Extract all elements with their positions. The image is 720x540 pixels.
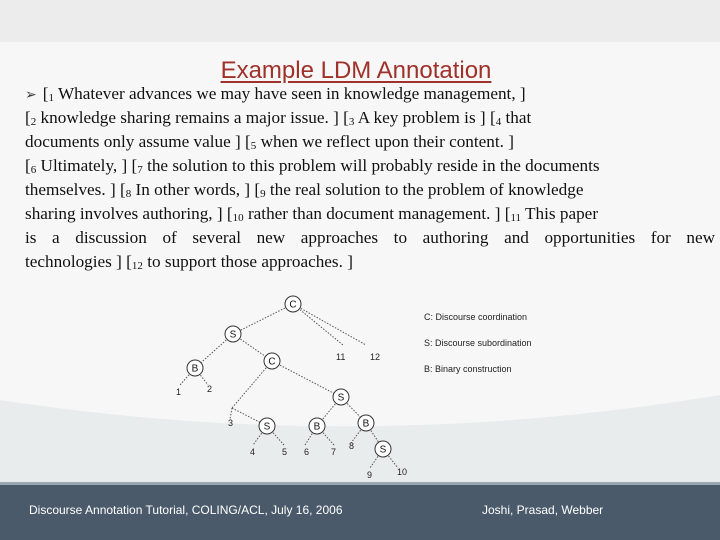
tree-edges [180,304,398,468]
text-line-6: sharing involves authoring, ] [$_{10}$ rather than document management. ] [$_{11}$ This paper [25,204,599,224]
svg-text:C: C [268,356,276,368]
svg-text:B: B [191,363,199,375]
tree-node-s [375,441,391,457]
tree-node-s [225,326,241,342]
arrow-bullet-icon: ➢ [25,87,37,103]
tree-node-b [187,360,203,376]
text-line-5: themselves. ] [$_8$ In other words, ] [$_9$ the real solution to the problem of knowledge [25,180,584,200]
tree-leaf-label: 10 [397,467,408,477]
legend-item-subordination: S: Discourse subordination [424,338,532,348]
annotated-text [25,82,715,274]
legend-item-coordination: C: Discourse coordination [424,312,528,322]
discourse-tree [150,285,420,485]
tree-node-c [285,296,301,312]
tree-node-s [259,418,275,434]
tree-node-s [333,389,349,405]
svg-text:B: B [362,418,370,430]
svg-text:S: S [263,421,271,433]
text-line-3: documents only assume value ] [$_5$ when we reflect upon their content. ] [25,132,514,152]
tree-leaf-label: 11 [336,352,346,362]
tree-leaf-label: 8 [349,441,355,451]
tree-leaf-label: 3 [228,418,234,428]
tree-leaf-label: 4 [250,447,256,457]
text-line-8: technologies ] [$_{12}$ to support those approaches. ] [25,252,353,272]
tree-leaf-label: 2 [207,384,213,394]
text-line-7: is a discussion of several new approaches to authoring and opportunities for new [25,228,715,247]
footer-right: Joshi, Prasad, Webber [482,503,604,517]
legend-item-binary: B: Binary construction [424,364,512,374]
tree-node-b [358,415,374,431]
tree-leaf-label: 5 [282,447,288,457]
footer-left: Discourse Annotation Tutorial, COLING/ACL, July 16, 2006 [29,503,343,517]
tree-leaf-label: 12 [370,352,381,362]
slide-title: Example LDM Annotation [220,57,492,84]
svg-text:C: C [289,299,297,311]
svg-text:S: S [337,392,345,404]
tree-leaf-label: 9 [367,470,373,480]
tree-legend [424,311,532,389]
text-line-4: [$_6$ Ultimately, ] [$_7$ the solution to this problem will probably reside in the documents [25,156,600,176]
tree-node-c [264,353,280,369]
svg-text:S: S [229,329,237,341]
text-line-1: ➢ [$_1$ Whatever advances we may have seen in knowledge management, ] [25,84,526,104]
svg-text:S: S [379,444,387,456]
tree-leaf-label: 7 [331,447,337,457]
text-line-2: [$_2$ knowledge sharing remains a major issue. ] [$_3$ A key problem is ] [$_4$ that [25,108,532,128]
tree-leaf-label: 1 [176,387,182,397]
tree-node-b [309,418,325,434]
tree-leaf-label: 6 [304,447,310,457]
svg-text:B: B [313,421,321,433]
